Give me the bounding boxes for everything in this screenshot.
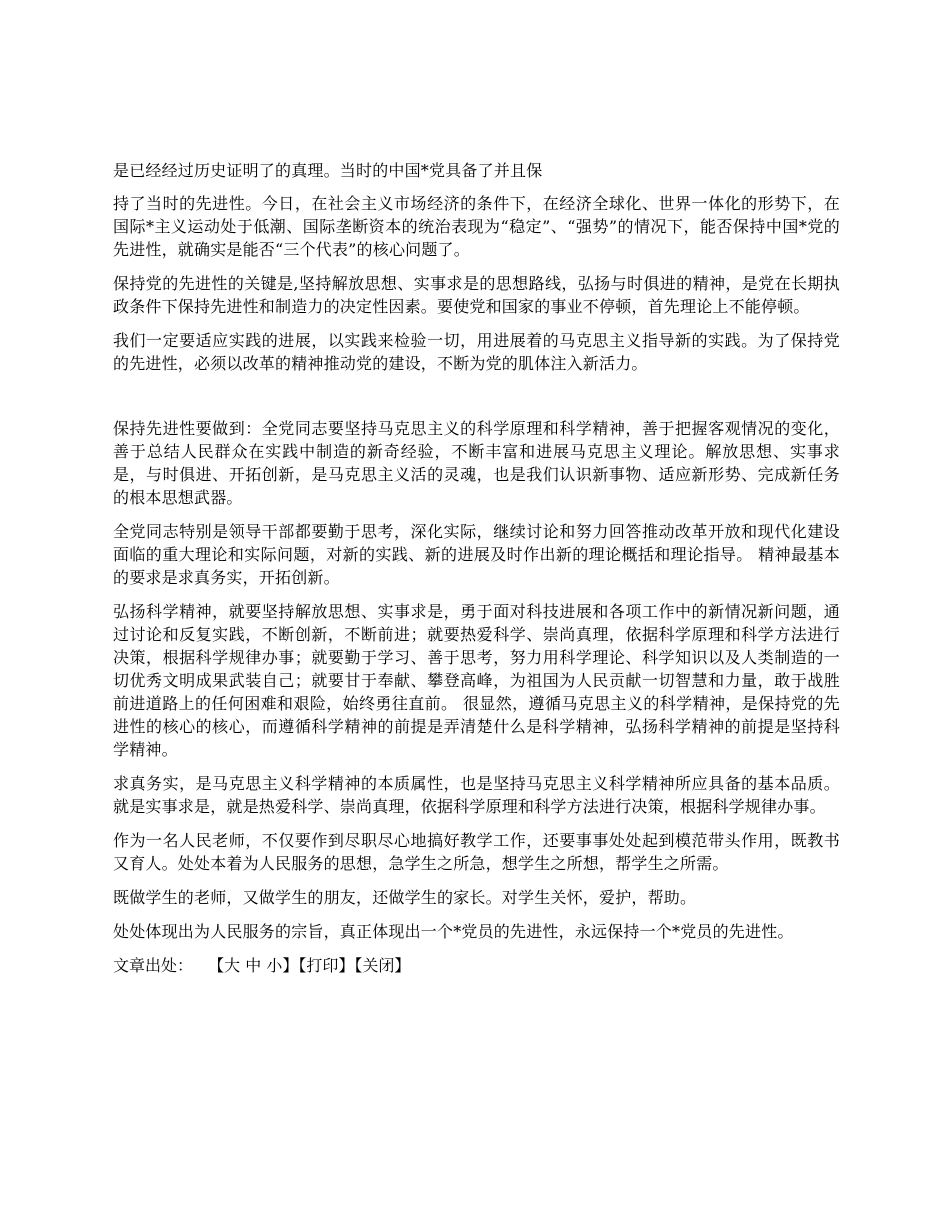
article-paragraph: 保持党的先进性的关键是,坚持解放思想、实事求是的思想路线，弘扬与时俱进的精神，是党在长期执政条件下保持先进性和制造力的决定性因素。要使党和国家的事业不停顿，首先理论上不能停顿。 <box>113 274 840 316</box>
paragraph-spacer <box>113 386 840 417</box>
bracket-open: 【 <box>208 956 225 975</box>
source-label: 文章出处： <box>113 956 194 975</box>
article-paragraph: 弘扬科学精神，就要坚持解放思想、实事求是，勇于面对科技进展和各项工作中的新情况新问题，通过讨论和反复实践，不断创新，不断前进；就要热爱科学、崇尚真理，依据科学原理和科学方法进行决策，根据科学规律办事；就要勤于学习、善于思考，努力用科学理论、科学知识以及人类制造的一切优秀文明成果武装自己；就要甘于奉献、攀登高峰，为祖国为人民贡献一切智慧和力量，敢于战胜前进道路上的任何困难和艰险，始终勇往直前。 很显然，遵循马克思主义的科学精神，是保持党的先进性的核心的核心，而遵循科学精神的前提是弄清楚什么是科学精神，弘扬科学精神的前提是坚持科学精神。 <box>113 602 840 759</box>
article-paragraph: 保持先进性要做到：全党同志要坚持马克思主义的科学原理和科学精神，善于把握客观情况的变化，善于总结人民群众在实践中制造的新奇经验，不断丰富和进展马克思主义理论。解放思想、实事求是，与时俱进、开拓创新，是马克思主义活的灵魂，也是我们认识新事物、适应新形势、完成新任务的根本思想武器。 <box>113 419 840 507</box>
article-paragraph: 作为一名人民老师，不仅要作到尽职尽心地搞好教学工作，还要事事处处起到模范带头作用，既教书又育人。处处本着为人民服务的思想，急学生之所急，想学生之所想，帮学生之所需。 <box>113 831 840 873</box>
bracket-close: 】 <box>282 956 299 975</box>
article-paragraph: 全党同志特别是领导干部都要勤于思考，深化实际，继续讨论和努力回答推动改革开放和现代化建设面临的重大理论和实际问题，对新的实践、新的进展及时作出新的理论概括和理论指导。 精神最基本的要求是求真务实，开拓创新。 <box>113 522 840 587</box>
font-size-controls <box>208 956 298 975</box>
article-paragraph: 处处体现出为人民服务的宗旨，真正体现出一个*党员的先进性，永远保持一个*党员的先进性。 <box>113 922 794 941</box>
article-paragraph: 求真务实，是马克思主义科学精神的本质属性，也是坚持马克思主义科学精神所应具备的基本品质。就是实事求是，就是热爱科学、崇尚真理，依据科学原理和科学方法进行决策，根据科学规律办事。 <box>113 774 840 816</box>
print-link[interactable]: 【打印】 <box>298 956 355 975</box>
article-paragraph: 我们一定要适应实践的进展，以实践来检验一切，用进展着的马克思主义指导新的实践。为了保持党的先进性，必须以改革的精神推动党的建设，不断为党的肌体注入新活力。 <box>113 331 840 373</box>
font-size-large-link[interactable]: 大 <box>224 956 241 975</box>
font-size-small-link[interactable]: 小 <box>266 956 283 975</box>
article-paragraph: 是已经经过历史证明了的真理。当时的中国*党具备了并且保 <box>113 161 543 180</box>
article-body <box>113 159 840 977</box>
article-paragraph: 既做学生的老师，又做学生的朋友，还做学生的家长。对学生关怀，爱护，帮助。 <box>113 888 697 907</box>
font-size-medium-link[interactable]: 中 <box>245 956 262 975</box>
close-link[interactable]: 【关闭】 <box>354 956 411 975</box>
article-paragraph: 持了当时的先进性。今日，在社会主义市场经济的条件下，在经济全球化、世界一体化的形势下，在国际*主义运动处于低潮、国际垄断资本的统治表现为“稳定”、“强势”的情况下，能否保持中国*党的先进性，就确实是能否“三个代表”的核心问题了。 <box>113 194 840 259</box>
article-footer <box>113 954 840 977</box>
